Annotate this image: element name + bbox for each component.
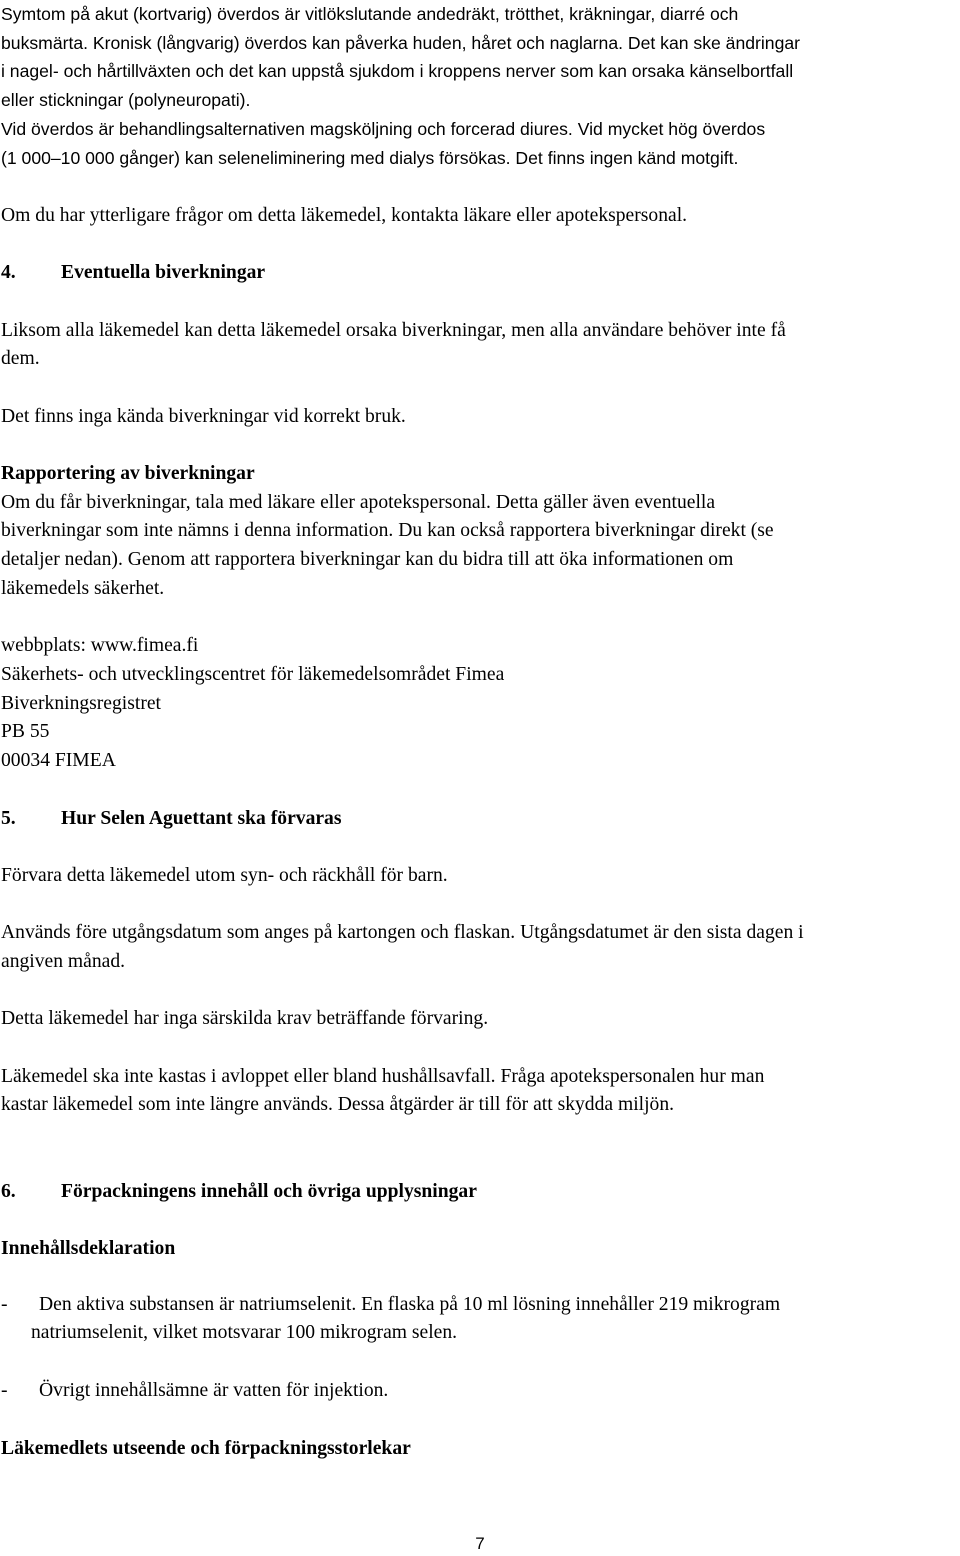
bullet-1 — [1, 1290, 780, 1319]
intro-line: Vid överdos är behandlingsalternativen magsköljning och forcerad diures. Vid mycket hög överdos — [1, 119, 766, 139]
address-website: webbplats: www.fimea.fi — [1, 635, 199, 656]
section5-p4: kastar läkemedel som inte längre används. Dessa åtgärder är till för att skydda miljön. — [1, 1094, 675, 1115]
section5-p2: Används före utgångsdatum som anges på kartongen och flaskan. Utgångsdatumet är den sista dagen i — [1, 922, 804, 943]
bullet-marker: - — [1, 1380, 8, 1401]
reporting-line: läkemedels säkerhet. — [1, 578, 165, 599]
bullet-marker: - — [1, 1294, 8, 1315]
section4-para1: dem. — [1, 348, 40, 369]
section4-title: Eventuella biverkningar — [61, 262, 266, 283]
declaration-heading: Innehållsdeklaration — [1, 1238, 176, 1259]
appearance-heading: Läkemedlets utseende och förpackningsstorlekar — [1, 1438, 411, 1459]
section5-p4: Läkemedel ska inte kastas i avloppet eller bland hushållsavfall. Fråga apotekspersonalen hur man — [1, 1066, 765, 1087]
section5-heading — [1, 804, 341, 833]
reporting-line: detaljer nedan). Genom att rapportera biverkningar kan du bidra till att öka informationen om — [1, 549, 734, 570]
address-line: PB 55 — [1, 721, 50, 742]
bullet-1-continuation: natriumselenit, vilket motsvarar 100 mikrogram selen. — [31, 1322, 458, 1343]
bullet-2-text: Övrigt innehållsämne är vatten för injektion. — [39, 1380, 389, 1401]
section5-p3: Detta läkemedel har inga särskilda krav beträffande förvaring. — [1, 1008, 489, 1029]
section5-p2: angiven månad. — [1, 951, 126, 972]
address-line: Biverkningsregistret — [1, 693, 161, 714]
bullet-2 — [1, 1376, 388, 1405]
reporting-line: Om du får biverkningar, tala med läkare eller apotekspersonal. Detta gäller även eventuella — [1, 492, 716, 513]
reporting-heading: Rapportering av biverkningar — [1, 463, 255, 484]
page-number: 7 — [475, 1534, 485, 1553]
intro-line: (1 000–10 000 gånger) kan seleneliminering med dialys försökas. Det finns ingen känd motgift. — [1, 148, 739, 168]
section5-title: Hur Selen Aguettant ska förvaras — [61, 808, 342, 829]
section6-heading — [1, 1177, 477, 1206]
section4-number: 4. — [1, 262, 16, 283]
address-line: Säkerhets- och utvecklingscentret för läkemedelsområdet Fimea — [1, 664, 505, 685]
section6-title: Förpackningens innehåll och övriga upplysningar — [61, 1181, 477, 1202]
intro-line: i nagel- och hårtillväxten och det kan uppstå sjukdom i kroppens nerver som kan orsaka känselbortfall — [1, 61, 794, 81]
intro-line: buksmärta. Kronisk (långvarig) överdos kan påverka huden, håret och naglarna. Det kan ske ändringar — [1, 33, 801, 53]
section4-para1: Liksom alla läkemedel kan detta läkemedel orsaka biverkningar, men alla användare behöver inte få — [1, 320, 786, 341]
section4-para2: Det finns inga kända biverkningar vid korrekt bruk. — [1, 406, 406, 427]
section5-p1: Förvara detta läkemedel utom syn- och räckhåll för barn. — [1, 865, 448, 886]
section5-number: 5. — [1, 808, 16, 829]
address-line: 00034 FIMEA — [1, 750, 116, 771]
questions-text: Om du har ytterligare frågor om detta läkemedel, kontakta läkare eller apotekspersonal. — [1, 205, 688, 226]
intro-line: Symtom på akut (kortvarig) överdos är vitlökslutande andedräkt, trötthet, kräkningar, diarré och — [1, 4, 739, 24]
intro-line: eller stickningar (polyneuropati). — [1, 90, 251, 110]
reporting-line: biverkningar som inte nämns i denna information. Du kan också rapportera biverkningar direkt (se — [1, 520, 774, 541]
bullet-1-text: Den aktiva substansen är natriumselenit. En flaska på 10 ml lösning innehåller 219 mikrogram — [39, 1294, 781, 1315]
section4-heading — [1, 258, 265, 287]
section6-number: 6. — [1, 1181, 16, 1202]
